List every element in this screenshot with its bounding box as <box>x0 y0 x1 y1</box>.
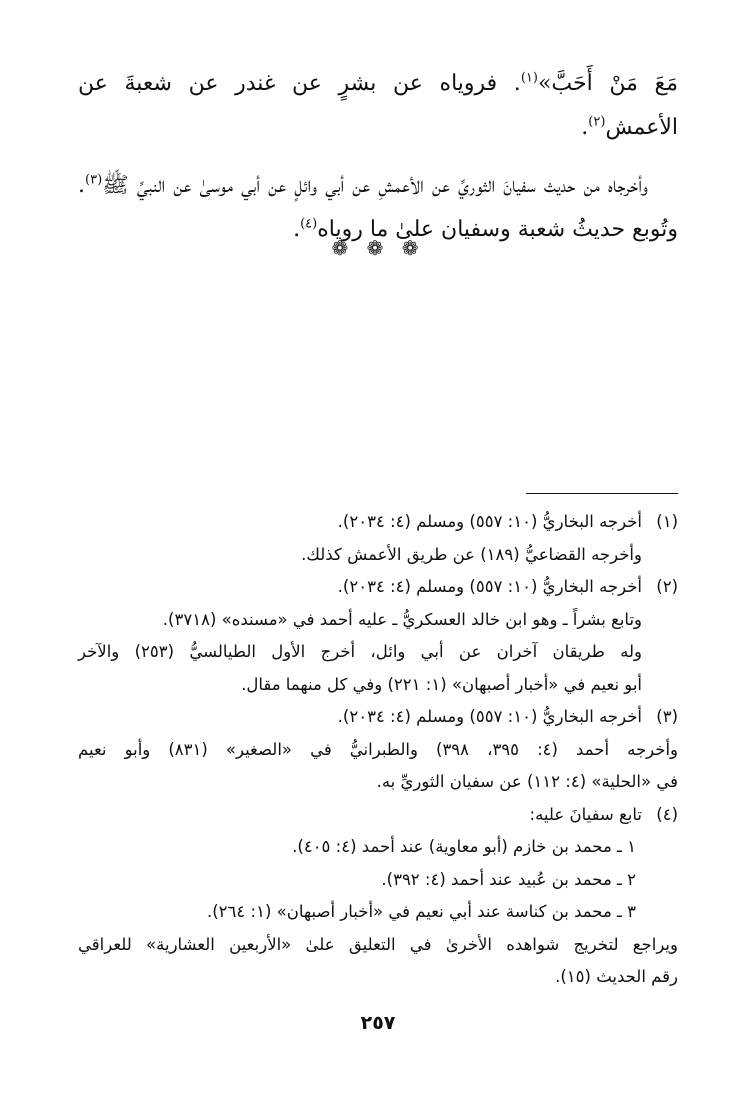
footnote-line: ٣ ـ محمد بن كناسة عند أبي نعيم في «أخبار أصبهان» (١: ٢٦٤). <box>206 902 636 921</box>
footnote-number: (١) <box>656 512 678 531</box>
footnotes <box>78 506 678 994</box>
footnote-line: رقم الحديث (١٥). <box>555 967 678 986</box>
footnote-line: ويراجع لتخريج شواهده الأخرىٰ في التعليق علىٰ «الأربعين العشارية» للعراقي <box>78 934 678 954</box>
footnote-divider <box>526 493 678 494</box>
footnote-line: وأخرجه القضاعيُّ (١٨٩) عن طريق الأعمش كذلك. <box>301 544 642 564</box>
footnote-number: (٢) <box>656 577 678 596</box>
section-separator-ornament: ❁ ❁ ❁ <box>331 236 425 260</box>
footnote-line: أخرجه البخاريُّ (١٠: ٥٥٧) ومسلم (٤: ٢٠٣٤). <box>337 707 642 726</box>
footnote-line: أخرجه البخاريُّ (١٠: ٥٥٧) ومسلم (٤: ٢٠٣٤). <box>337 512 642 531</box>
footnote-number: (٣) <box>656 707 678 726</box>
footnote-ref-1[interactable]: (١) <box>520 70 538 86</box>
footnote-ref-4[interactable]: (٤) <box>300 216 318 232</box>
footnote-line: ٢ ـ محمد بن عُبيد عند أحمد (٤: ٣٩٢). <box>381 869 636 889</box>
footnote-line: وله طريقان آخران عن أبي وائل، أخرج الأول الطيالسيُّ (٢٥٣) والآخر <box>78 642 642 661</box>
main-text <box>78 62 678 252</box>
paragraph-2: وأخرجاه من حديث سفيانَ الثوريِّ عن الأعمشِ عن أبي وائلٍ عن أبي موسىٰ عن النبيِّ ﷺ$^{(٣)}$. وتُوبع حديثُ شعبة وسفيان علىٰ ما روياه$^{(٤)}$. <box>78 172 678 242</box>
footnote-line: ١ ـ محمد بن خازم (أبو معاوية) عند أحمد (٤: ٤٠٥). <box>292 837 636 856</box>
footnote-ref-3[interactable]: (٣) <box>85 172 103 188</box>
page-number: ٢٥٧ <box>360 1012 396 1034</box>
footnote-number: (٤) <box>656 804 678 824</box>
footnote-ref-2[interactable]: (٢) <box>588 114 606 130</box>
footnote-3 <box>78 701 678 799</box>
footnote-1 <box>78 506 678 571</box>
footnote-4 <box>78 799 678 994</box>
footnote-line: في «الحلية» (٤: ١١٢) عن سفيان الثوريِّ به. <box>376 772 678 791</box>
footnote-line: أخرجه البخاريُّ (١٠: ٥٥٧) ومسلم (٤: ٢٠٣٤). <box>337 577 642 596</box>
footnote-line: أبو نعيم في «أخبار أصبهان» (١: ٢٢١) وفي كل منهما مقال. <box>241 674 642 694</box>
footnote-2 <box>78 571 678 701</box>
paragraph-1: مَعَ مَنْ أَحَبَّ»$^{(١)}$. فروياه عن بشرٍ عن غندر عن شعبةَ عن الأعمش$^{(٢)}$. <box>78 70 679 140</box>
footnote-line: وأخرجه أحمد (٤: ٣٩٥، ٣٩٨) والطبرانيُّ في «الصغير» (٨٣١) وأبو نعيم <box>78 739 679 759</box>
footnote-line: تابع سفيانَ عليه: <box>529 804 642 824</box>
footnote-line: وتابع بشراً ـ وهو ابن خالد العسكريُّ ـ عليه أحمد في «مسنده» (٣٧١٨). <box>162 609 642 629</box>
